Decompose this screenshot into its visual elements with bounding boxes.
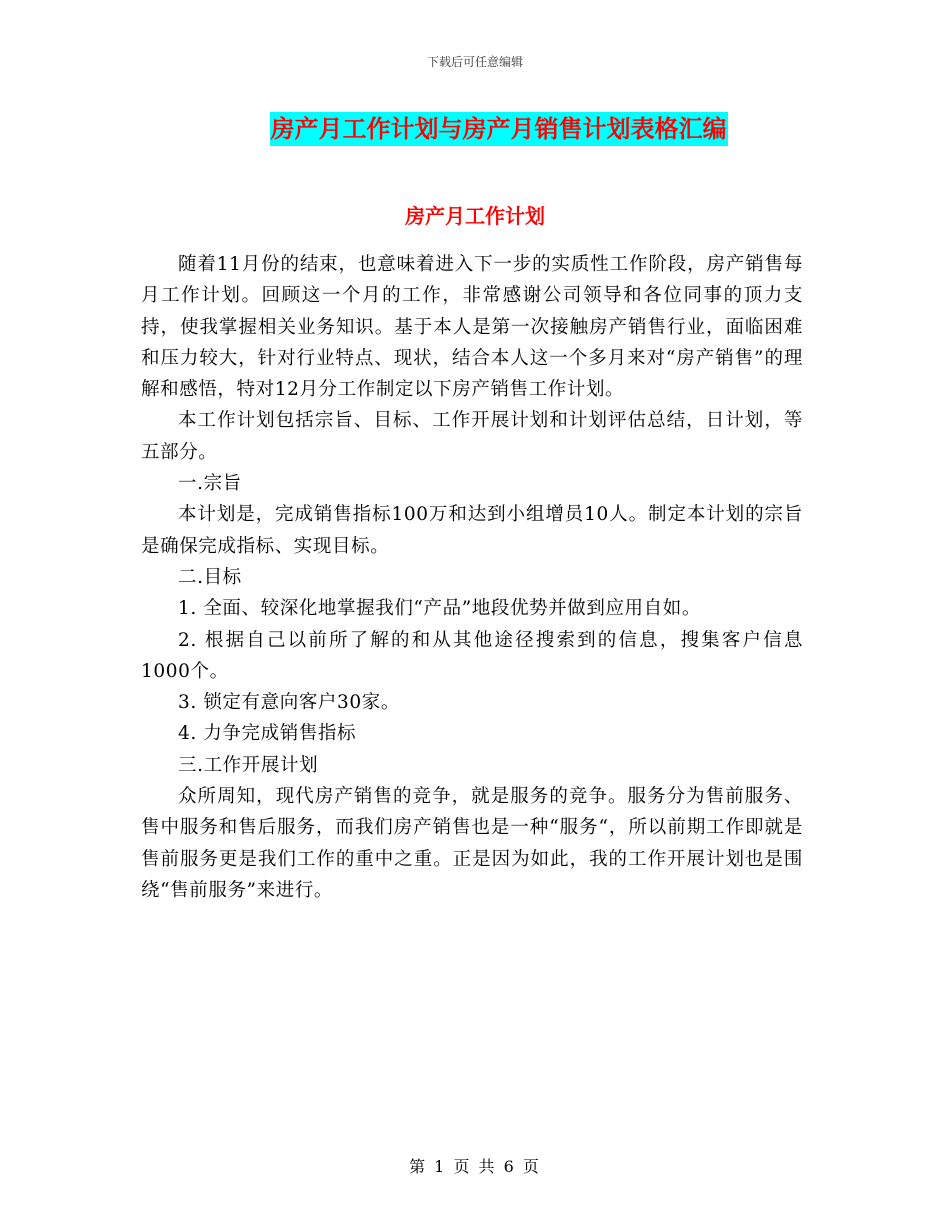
main-title: 房产月工作计划与房产月销售计划表格汇编: [270, 112, 728, 146]
header-note: 下载后可任意编辑: [426, 55, 523, 69]
list-item: 1. 全面、较深化地掌握我们“产品”地段优势并做到应用自如。: [178, 598, 701, 620]
paragraph: 本计划是，完成销售指标100万和达到小组增员10人。制定本计划的宗旨是确保完成指标、实现目标。: [141, 504, 803, 557]
paragraph: 本工作计划包括宗旨、目标、工作开展计划和计划评估总结，日计划，等五部分。: [141, 410, 803, 463]
heading-goals: 二.目标: [178, 566, 242, 588]
list-item: 3. 锁定有意向客户30家。: [178, 692, 400, 714]
heading-purpose: 一.宗旨: [178, 473, 242, 495]
page-footer: 第 1 页 共 6 页: [409, 1157, 541, 1176]
document-body: [141, 249, 803, 906]
section-title: 房产月工作计划: [405, 204, 545, 228]
list-item: 4. 力争完成销售指标: [178, 723, 357, 745]
main-title-container: [0, 112, 950, 146]
paragraph: 随着11月份的结束，也意味着进入下一步的实质性工作阶段，房产销售每月工作计划。回顾这一个月的工作，非常感谢公司领导和各位同事的顶力支持，使我掌握相关业务知识。基于本人是第一次接触房产销售行业，面临困难和压力较大，针对行业特点、现状，结合本人这一个多月来对“房产销售”的理解和感悟，特对12月分工作制定以下房产销售工作计划。: [141, 254, 803, 401]
heading-work-plan: 三.工作开展计划: [178, 754, 319, 776]
list-item: 2. 根据自己以前所了解的和从其他途径搜索到的信息，搜集客户信息1000个。: [141, 629, 803, 682]
paragraph: 众所周知，现代房产销售的竞争，就是服务的竞争。服务分为售前服务、售中服务和售后服务，而我们房产销售也是一种“服务“，所以前期工作即就是售前服务更是我们工作的重中之重。正是因为如此，我的工作开展计划也是围绕“售前服务”来进行。: [141, 786, 803, 901]
